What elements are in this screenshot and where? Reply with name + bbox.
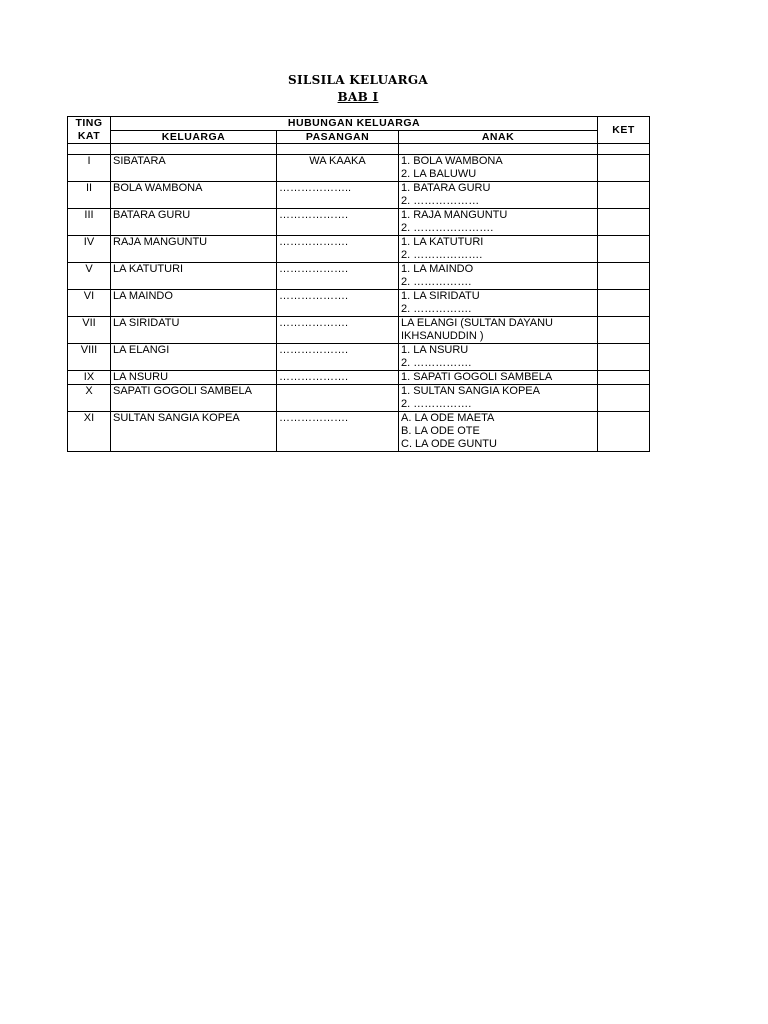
tingkat-cell: VI	[68, 290, 111, 317]
spacer-cell	[111, 144, 277, 155]
tingkat-cell: V	[68, 263, 111, 290]
pasangan-cell	[277, 385, 399, 412]
anak-cell	[399, 263, 598, 290]
anak-entry: 2. …………….	[401, 398, 472, 410]
header-hubungan: HUBUNGAN KELUARGA	[111, 117, 598, 131]
table-row	[68, 385, 650, 412]
anak-entry: 1. BATARA GURU	[401, 182, 491, 194]
ket-cell	[598, 344, 650, 371]
pasangan-cell: WA KAAKA	[277, 155, 399, 182]
ket-cell	[598, 317, 650, 344]
anak-cell	[399, 317, 598, 344]
spacer-cell	[277, 144, 399, 155]
anak-entry: B. LA ODE OTE	[401, 425, 480, 437]
header-tingkat-line-2: KAT	[77, 130, 101, 142]
keluarga-cell: RAJA MANGUNTU	[111, 236, 277, 263]
ket-cell	[598, 385, 650, 412]
ket-cell	[598, 371, 650, 385]
anak-cell	[399, 412, 598, 452]
anak-entry: 2. …………….	[401, 276, 472, 288]
tingkat-cell: III	[68, 209, 111, 236]
anak-cell	[399, 290, 598, 317]
header-row-1	[68, 117, 650, 131]
keluarga-cell: LA NSURU	[111, 371, 277, 385]
anak-cell	[399, 209, 598, 236]
anak-cell	[399, 344, 598, 371]
ket-cell	[598, 155, 650, 182]
table-row	[68, 412, 650, 452]
tingkat-cell: VIII	[68, 344, 111, 371]
anak-entry: 2. …………….	[401, 357, 472, 369]
ket-cell	[598, 263, 650, 290]
pasangan-cell: ……………….	[277, 236, 399, 263]
anak-entry: 1. BOLA WAMBONA	[401, 155, 503, 167]
anak-entry: A. LA ODE MAETA	[401, 412, 495, 424]
spacer-cell	[399, 144, 598, 155]
tingkat-cell: IX	[68, 371, 111, 385]
tingkat-cell: VII	[68, 317, 111, 344]
ket-cell	[598, 236, 650, 263]
anak-entry: 1. LA MAINDO	[401, 263, 474, 275]
table-row	[68, 236, 650, 263]
pasangan-cell: ……………….	[277, 344, 399, 371]
keluarga-cell: BATARA GURU	[111, 209, 277, 236]
anak-cell	[399, 236, 598, 263]
spacer-row	[68, 144, 650, 155]
pasangan-cell: ……………….	[277, 317, 399, 344]
pasangan-cell: ……………….	[277, 263, 399, 290]
anak-entry: 2. …………….	[401, 303, 472, 315]
keluarga-cell: LA ELANGI	[111, 344, 277, 371]
ket-cell	[598, 290, 650, 317]
anak-entry: 1. LA NSURU	[401, 344, 469, 356]
pasangan-cell: ………………..	[277, 182, 399, 209]
anak-entry: 2. LA BALUWU	[401, 168, 477, 180]
document-subtitle: BAB I	[337, 90, 379, 104]
spacer-cell	[598, 144, 650, 155]
keluarga-cell: LA MAINDO	[111, 290, 277, 317]
anak-entry: 1. SAPATI GOGOLI SAMBELA	[401, 371, 553, 383]
ket-cell	[598, 209, 650, 236]
keluarga-cell: BOLA WAMBONA	[111, 182, 277, 209]
tingkat-cell: X	[68, 385, 111, 412]
table-row	[68, 182, 650, 209]
table-row	[68, 155, 650, 182]
tingkat-cell: I	[68, 155, 111, 182]
anak-entry: 2. ……………….	[401, 249, 483, 261]
anak-entry: 1. LA KATUTURI	[401, 236, 484, 248]
tingkat-cell: II	[68, 182, 111, 209]
header-row-2	[68, 130, 650, 144]
pasangan-cell: ……………….	[277, 412, 399, 452]
table-row	[68, 290, 650, 317]
anak-cell	[399, 182, 598, 209]
keluarga-cell: SAPATI GOGOLI SAMBELA	[111, 385, 277, 412]
anak-entry: 1. SULTAN SANGIA KOPEA	[401, 385, 540, 397]
tingkat-cell: IV	[68, 236, 111, 263]
anak-entry: LA ELANGI (SULTAN DAYANU	[401, 317, 554, 329]
table-row	[68, 317, 650, 344]
anak-entry: IKHSANUDDIN )	[401, 330, 484, 342]
anak-cell	[399, 155, 598, 182]
anak-entry: 1. RAJA MANGUNTU	[401, 209, 508, 221]
header-keluarga: KELUARGA	[111, 130, 277, 144]
table-body	[68, 117, 650, 452]
header-pasangan: PASANGAN	[277, 130, 399, 144]
anak-entry: 2. ………………….	[401, 222, 494, 234]
keluarga-cell: SULTAN SANGIA KOPEA	[111, 412, 277, 452]
keluarga-cell: SIBATARA	[111, 155, 277, 182]
anak-entry: C. LA ODE GUNTU	[401, 438, 497, 450]
anak-cell	[399, 371, 598, 385]
spacer-cell	[68, 144, 111, 155]
keluarga-cell: LA SIRIDATU	[111, 317, 277, 344]
table-row	[68, 344, 650, 371]
ket-cell	[598, 182, 650, 209]
table-row	[68, 263, 650, 290]
document-title: SILSILA KELUARGA	[287, 73, 429, 87]
tingkat-cell: XI	[68, 412, 111, 452]
pasangan-cell: ……………….	[277, 290, 399, 317]
header-tingkat-line-1: TING	[75, 117, 103, 129]
anak-entry: 2. ………………	[401, 195, 480, 207]
header-ket: KET	[598, 117, 650, 144]
anak-cell	[399, 385, 598, 412]
anak-entry: 1. LA SIRIDATU	[401, 290, 480, 302]
ket-cell	[598, 412, 650, 452]
table-row	[68, 371, 650, 385]
pasangan-cell: ……………….	[277, 371, 399, 385]
header-tingkat	[68, 117, 111, 144]
genealogy-table	[67, 116, 650, 452]
keluarga-cell: LA KATUTURI	[111, 263, 277, 290]
header-anak: ANAK	[399, 130, 598, 144]
table-row	[68, 209, 650, 236]
pasangan-cell: ……………….	[277, 209, 399, 236]
